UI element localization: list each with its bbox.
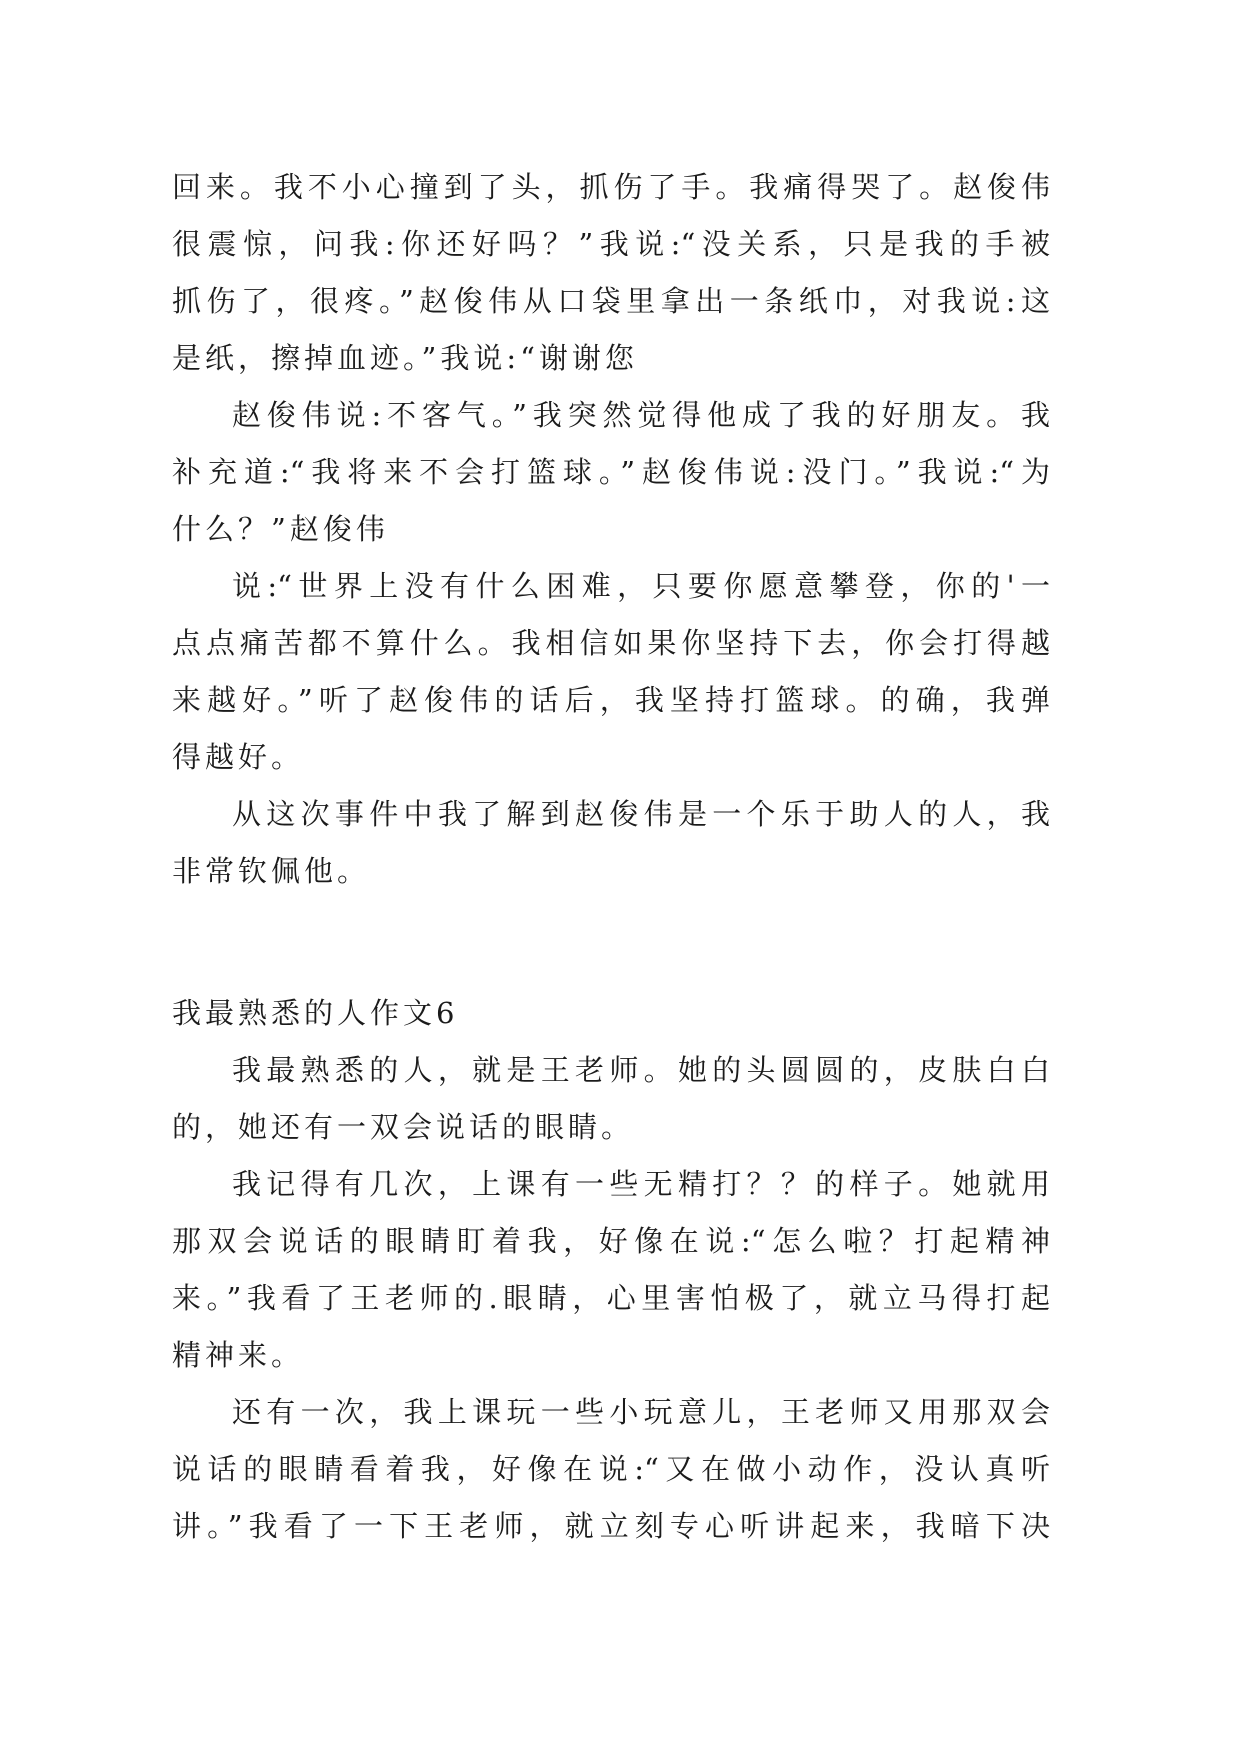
text-line: 回来。我不小心撞到了头，抓伤了手。我痛得哭了。赵俊伟 [172,170,1050,204]
text-line: 补充道:“我将来不会打篮球。”赵俊伟说:没门。”我说:“为 [172,455,1050,489]
text-line: 我记得有几次，上课有一些无精打？？的样子。她就用 [232,1167,1050,1201]
paragraph [172,786,1050,900]
paragraph [172,558,1050,786]
text-line: 点点痛苦都不算什么。我相信如果你坚持下去，你会打得越 [172,626,1050,660]
paragraph [172,1042,1050,1156]
text-line: 赵俊伟说:不客气。”我突然觉得他成了我的好朋友。我 [232,398,1050,432]
essay-title: 我最熟悉的人作文6 [172,996,459,1030]
text-line: 说:“世界上没有什么困难，只要你愿意攀登，你的'一 [232,569,1050,603]
text-line: 来越好。”听了赵俊伟的话后，我坚持打篮球。的确，我弹 [172,683,1050,717]
text-line: 那双会说话的眼睛盯着我，好像在说:“怎么啦？打起精神 [172,1224,1050,1258]
text-line: 什么？”赵俊伟 [172,512,389,546]
text-line: 还有一次，我上课玩一些小玩意儿，王老师又用那双会 [232,1395,1050,1429]
text-line: 来。”我看了王老师的.眼睛，心里害怕极了，就立马得打起 [172,1281,1050,1315]
text-line: 从这次事件中我了解到赵俊伟是一个乐于助人的人，我 [232,797,1050,831]
text-line: 讲。”我看了一下王老师，就立刻专心听讲起来，我暗下决 [172,1509,1050,1543]
text-line: 非常钦佩他。 [172,854,371,888]
paragraph [172,1384,1050,1555]
text-line: 得越好。 [172,740,305,774]
text-line: 的，她还有一双会说话的眼睛。 [172,1110,635,1144]
text-line: 说话的眼睛看着我，好像在说:“又在做小动作，没认真听 [172,1452,1050,1486]
text-line: 很震惊，问我:你还好吗？”我说:“没关系，只是我的手被 [172,227,1050,261]
document-body [172,159,1050,1555]
paragraph [172,1156,1050,1384]
text-line: 抓伤了，很疼。”赵俊伟从口袋里拿出一条纸巾，对我说:这 [172,284,1050,318]
paragraph [172,387,1050,558]
text-line: 我最熟悉的人，就是王老师。她的头圆圆的，皮肤白白 [232,1053,1050,1087]
text-line: 精神来。 [172,1338,305,1372]
text-line: 是纸，擦掉血迹。”我说:“谢谢您 [172,341,638,375]
paragraph [172,159,1050,387]
